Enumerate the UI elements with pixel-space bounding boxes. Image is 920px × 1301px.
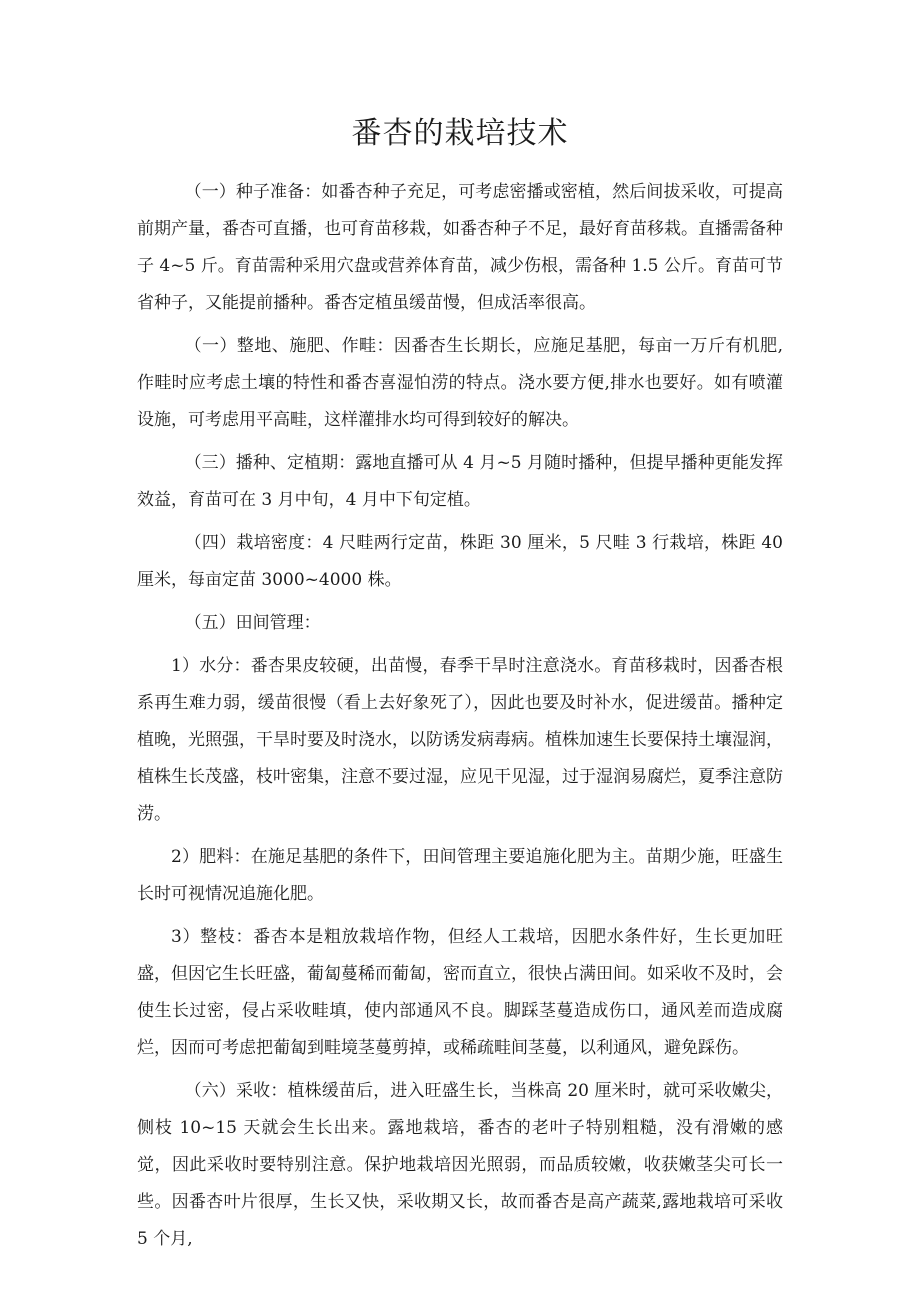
paragraph-water: 1）水分：番杏果皮较硬，出苗慢，春季干旱时注意浇水。育苗移栽时，因番杏根系再生难力弱，缓苗很慢（看上去好象死了），因此也要及时补水，促进缓苗。播种定植晚，光照强，干旱时要及时浇水，以防诱发病毒病。植株加速生长要保持土壤湿润，植株生长茂盛，枝叶密集，注意不要过湿，应见干见湿，过于湿润易腐烂，夏季注意防涝。	[137, 656, 783, 824]
paragraph-sowing-period: （三）播种、定植期：露地直播可从 4 月~5 月随时播种，但提早播种更能发挥效益，育苗可在 3 月中旬，4 月中下旬定植。	[137, 453, 783, 510]
paragraph-soil-preparation: （一）整地、施肥、作畦：因番杏生长期长，应施足基肥，每亩一万斤有机肥,作畦时应考虑土壤的特性和番杏喜湿怕涝的特点。浇水要方便,排水也要好。如有喷灌设施，可考虑用平高畦，这样灌排水均可得到较好的解决。	[137, 336, 783, 430]
paragraph-planting-density: （四）栽培密度：4 尺畦两行定苗，株距 30 厘米，5 尺畦 3 行栽培，株距 40 厘米，每亩定苗 3000~4000 株。	[137, 533, 783, 590]
document-title: 番杏的栽培技术	[351, 116, 569, 151]
paragraph-seed-preparation: （一）种子准备：如番杏种子充足，可考虑密播或密植，然后间拔采收，可提高前期产量，番杏可直播，也可育苗移栽，如番杏种子不足，最好育苗移栽。直播需备种子 4~5 斤。育苗需种采用穴盘或营养体育苗，减少伤根，需备种 1.5 公斤。育苗可节省种子，又能提前播种。番杏定植虽缓苗慢，但成活率很高。	[137, 182, 783, 313]
paragraph-pruning: 3）整枝：番杏本是粗放栽培作物，但经人工栽培，因肥水条件好，生长更加旺盛，但因它生长旺盛，葡匐蔓稀而葡匐，密而直立，很快占满田间。如采收不及时，会使生长过密，侵占采收畦填，使内部通风不良。脚踩茎蔓造成伤口，通风差而造成腐烂，因而可考虑把葡匐到畦境茎蔓剪掉，或稀疏畦间茎蔓，以利通风，避免踩伤。	[137, 927, 783, 1058]
paragraph-fertilizer: 2）肥料：在施足基肥的条件下，田间管理主要追施化肥为主。苗期少施，旺盛生长时可视情况追施化肥。	[137, 847, 783, 904]
paragraph-field-management-heading: （五）田间管理：	[184, 613, 321, 633]
paragraph-harvest: （六）采收：植株缓苗后，进入旺盛生长，当株高 20 厘米时，就可采收嫩尖，侧枝 10~15 天就会生长出来。露地栽培，番杏的老叶子特别粗糙，没有滑嫩的感觉，因此采收时要特别注意。保护地栽培因光照弱，而品质较嫩，收获嫩茎尖可长一些。因番杏叶片很厚，生长又快，采收期又长，故而番杏是高产蔬菜,露地栽培可采收 5 个月,	[137, 1081, 783, 1249]
